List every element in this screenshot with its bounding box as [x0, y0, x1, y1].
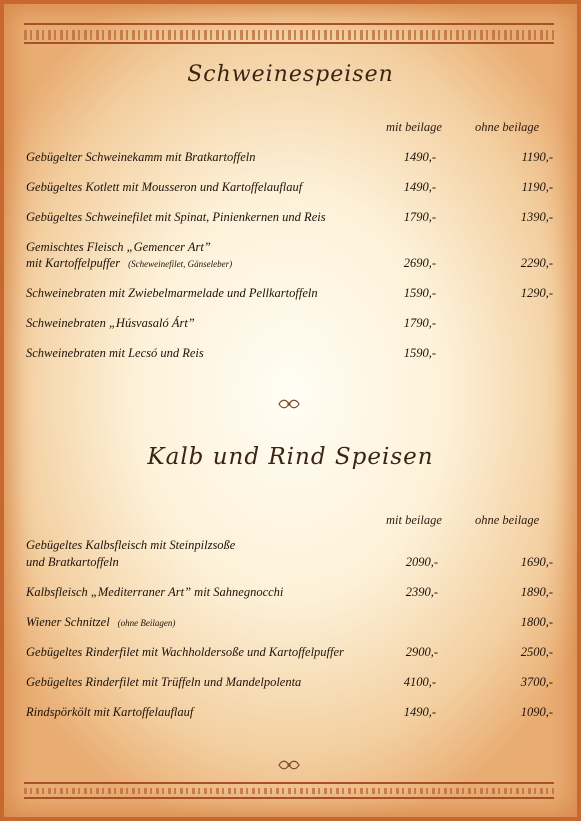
- fleuron-divider-icon: [277, 760, 301, 770]
- col-head-with-side: mit beilage: [386, 120, 442, 134]
- item-name: Gemischtes Fleisch „Gemencer Art”: [26, 240, 211, 254]
- item-name: Schweinebraten „Húsvasaló Árt”: [26, 316, 195, 330]
- item-name: Wiener Schnitzel: [26, 615, 110, 629]
- col-head-without-side: ohne beilage: [475, 513, 540, 527]
- price-with: 2390,-: [405, 585, 438, 599]
- price-with: 1490,-: [403, 150, 436, 164]
- price-without: 3700,-: [520, 675, 553, 689]
- item-name: Kalbsfleisch „Mediterraner Art” mit Sahnegnocchi: [26, 585, 284, 599]
- item-name: Gebügeltes Rinderfilet mit Wachholdersoße und Kartoffelpuffer: [26, 645, 344, 659]
- item-name: Schweinebraten mit Lecsó und Reis: [26, 346, 204, 360]
- item-name: Gebügeltes Kalbsfleisch mit Steinpilzsoße: [26, 538, 236, 552]
- price-with: 1590,-: [403, 286, 436, 300]
- item-name: Gebügeltes Kotlett mit Mousseron und Kartoffelauflauf: [26, 180, 303, 194]
- price-with: 1490,-: [403, 180, 436, 194]
- price-with: 1790,-: [403, 316, 436, 330]
- item-name: Schweinebraten mit Zwiebelmarmelade und Pellkartoffeln: [26, 286, 318, 300]
- price-without: 1800,-: [520, 615, 553, 629]
- top-ornament-band: [24, 30, 554, 40]
- item-name: Rindspörkölt mit Kartoffelauflauf: [26, 705, 194, 719]
- price-without: 1190,-: [521, 150, 553, 164]
- item-name-line: [26, 615, 175, 631]
- price-without: 2290,-: [520, 256, 553, 270]
- col-head-with-side: mit beilage: [386, 513, 442, 527]
- bottom-ornament-band: [24, 788, 554, 794]
- price-without: 1090,-: [520, 705, 553, 719]
- top-border-rule-lower: [24, 42, 554, 44]
- item-name-line2: [26, 256, 232, 272]
- bottom-border-rule: [24, 782, 554, 784]
- item-name-cont: und Bratkartoffeln: [26, 555, 119, 569]
- price-without: 1890,-: [520, 585, 553, 599]
- price-with: 2690,-: [403, 256, 436, 270]
- price-without: 2500,-: [520, 645, 553, 659]
- item-name: Gebügelter Schweinekamm mit Bratkartoffeln: [26, 150, 256, 164]
- price-without: 1390,-: [520, 210, 553, 224]
- bottom-border-rule-lower: [24, 797, 554, 799]
- col-head-without-side: ohne beilage: [475, 120, 540, 134]
- price-with: 1490,-: [403, 705, 436, 719]
- price-without: 1290,-: [520, 286, 553, 300]
- section-title-pork: Schweinespeisen: [187, 62, 394, 87]
- price-without: 1690,-: [520, 555, 553, 569]
- item-name: Gebügeltes Schweinefilet mit Spinat, Pinienkernen und Reis: [26, 210, 326, 224]
- fleuron-divider-icon: [277, 399, 301, 409]
- section-title-veal-beef: Kalb und Rind Speisen: [147, 444, 434, 470]
- item-note: (ohne Beilagen): [117, 618, 176, 628]
- price-with: 2900,-: [405, 645, 438, 659]
- top-border-rule: [24, 23, 554, 25]
- price-with: 1790,-: [403, 210, 436, 224]
- item-name: Gebügeltes Rinderfilet mit Trüffeln und Mandelpolenta: [26, 675, 302, 689]
- price-with: 1590,-: [403, 346, 436, 360]
- price-with: 4100,-: [403, 675, 436, 689]
- price-with: 2090,-: [405, 555, 438, 569]
- item-name-cont: mit Kartoffelpuffer: [26, 256, 121, 270]
- item-note: (Scheweinefilet, Gänseleber): [128, 259, 233, 269]
- price-without: 1190,-: [521, 180, 553, 194]
